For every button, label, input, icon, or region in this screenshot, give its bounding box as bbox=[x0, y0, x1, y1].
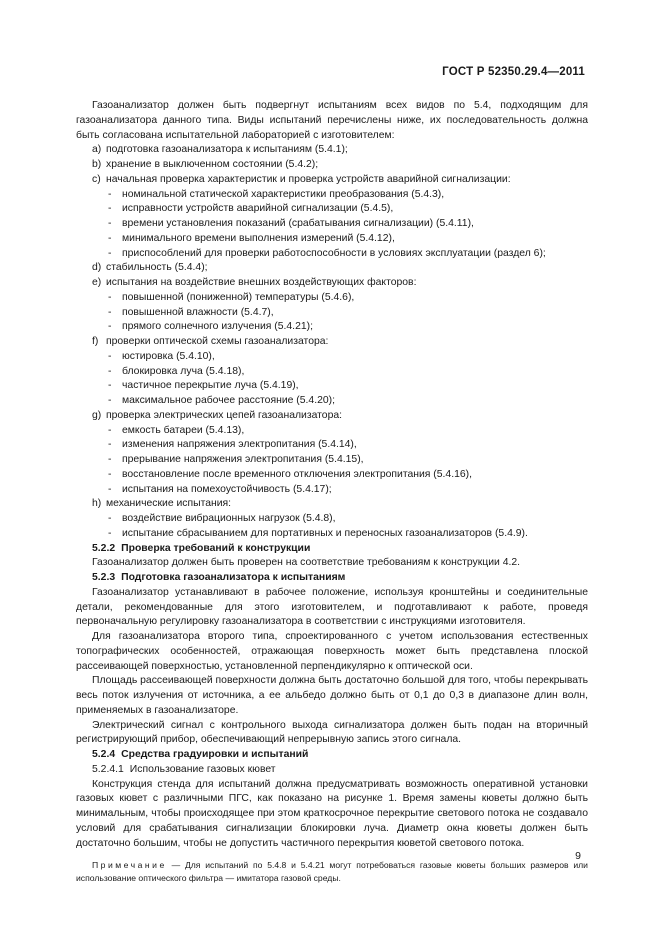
section-heading-5-2-3 bbox=[76, 571, 588, 586]
note bbox=[76, 859, 588, 884]
list-item-text: подготовка газоанализатора к испытаниям (5.4.1); bbox=[106, 144, 348, 156]
list-item-text: стабильность (5.4.4); bbox=[106, 262, 208, 274]
note-label: Примечание bbox=[92, 860, 167, 871]
sub-list-item bbox=[76, 188, 588, 203]
section-number: 5.2.4 bbox=[92, 749, 116, 760]
sub-list-item-text: минимального времени выполнения измерений (5.4.12), bbox=[122, 232, 395, 244]
list-item-label: e) bbox=[92, 277, 102, 288]
list-item-label: c) bbox=[92, 173, 101, 185]
sub-list-item-text: емкость батареи (5.4.13), bbox=[122, 424, 245, 436]
list-item-text: начальная проверка характеристик и проверка устройств аварийной сигнализации: bbox=[106, 173, 511, 185]
sub-list-item bbox=[76, 424, 588, 439]
section-heading-5-2-4 bbox=[76, 748, 588, 763]
sub-list-item bbox=[76, 320, 588, 335]
sub-list-item-text: испытания на помехоустойчивость (5.4.17); bbox=[122, 483, 332, 495]
sub-list-item-text: воздействие вибрационных нагрузок (5.4.8), bbox=[122, 513, 336, 524]
section-title: Проверка требований к конструкции bbox=[121, 542, 311, 554]
list-item bbox=[76, 173, 588, 188]
list-item-label: b) bbox=[92, 159, 102, 170]
sub-list-item bbox=[76, 438, 588, 453]
page-content bbox=[76, 99, 588, 884]
paragraph: Электрический сигнал с контрольного выхода сигнализатора должен быть подан на вторичный регистрирующий прибор, обеспечивающий непрерывную запись этого сигнала. bbox=[76, 719, 588, 746]
dash-marker: - bbox=[108, 424, 112, 436]
test-list bbox=[76, 143, 588, 541]
list-item bbox=[76, 143, 588, 158]
paragraph: Конструкция стенда для испытаний должна предусматривать возможность оперативной установки газовых кювет с различными ПГС, как показано на рисунке 1. Время замены кюветы должно быть минимальным, чтобы происходящее при этом краткосрочное перекрытие светового потока не создавало условий для срабатывания сигнализации блокировки луча. Диаметр окна кюветы должен быть достаточно большим, чтобы не допустить частичного перекрытия кюветой светового потока. bbox=[76, 778, 588, 849]
sub-list-item bbox=[76, 306, 588, 321]
document-code-header: ГОСТ Р 52350.29.4—2011 bbox=[442, 66, 585, 78]
dash-marker: - bbox=[108, 527, 112, 539]
dash-marker: - bbox=[108, 306, 112, 318]
sub-list-item-text: приспособлений для проверки работоспособности в условиях эксплуатации (раздел 6); bbox=[122, 247, 546, 259]
list-item-text: проверки оптической схемы газоанализатора: bbox=[106, 336, 329, 347]
dash-marker: - bbox=[108, 321, 112, 333]
sub-list-item-text: частичное перекрытие луча (5.4.19), bbox=[122, 380, 299, 392]
sub-list-item-text: повышенной (пониженной) температуры (5.4.6), bbox=[122, 291, 355, 303]
sub-list-item-text: исправности устройств аварийной сигнализации (5.4.5), bbox=[122, 203, 394, 215]
sub-list-item-text: номинальной статической характеристики преобразования (5.4.3), bbox=[122, 188, 445, 200]
section-title: Подготовка газоанализатора к испытаниям bbox=[121, 572, 346, 583]
sub-list-item bbox=[76, 394, 588, 409]
dash-marker: - bbox=[108, 380, 112, 392]
sub-list-item-text: прерывание напряжения электропитания (5.4.15), bbox=[122, 454, 364, 465]
paragraph: Газоанализатор устанавливают в рабочее положение, используя кронштейны и соединительные детали, рекомендованные для этого изготовителем, и подготавливают к работе, проведя первоначальную регулировку газоанализатора в соответствии с инструкциями изготовителя. bbox=[76, 586, 588, 628]
sub-list-item bbox=[76, 291, 588, 306]
dash-marker: - bbox=[108, 454, 112, 465]
list-item-label: d) bbox=[92, 262, 102, 274]
list-item-text: механические испытания: bbox=[106, 498, 232, 510]
list-item-label: g) bbox=[92, 409, 102, 421]
section-title: Средства градуировки и испытаний bbox=[121, 749, 309, 760]
sub-list-item-text: повышенной влажности (5.4.7), bbox=[122, 306, 274, 318]
list-item-label: h) bbox=[92, 498, 102, 510]
sub-list-item bbox=[76, 453, 588, 468]
sub-list-item bbox=[76, 379, 588, 394]
dash-marker: - bbox=[108, 291, 112, 303]
list-item bbox=[76, 276, 588, 291]
section-number: 5.2.2 bbox=[92, 542, 116, 554]
list-item-text: хранение в выключенном состоянии (5.4.2); bbox=[106, 159, 319, 170]
page-number: 9 bbox=[575, 850, 581, 862]
sub-list-item bbox=[76, 232, 588, 247]
dash-marker: - bbox=[108, 350, 112, 362]
intro-paragraph: Газоанализатор должен быть подвергнут испытаниям всех видов по 5.4, подходящим для газоанализатора данного типа. Виды испытаний перечислены ниже, их последовательность должна быть согласована испытательной лабораторией с изготовителем: bbox=[76, 100, 588, 141]
list-item-label: a) bbox=[92, 144, 102, 156]
note-text: — Для испытаний по 5.4.8 и 5.4.21 могут потребоваться газовые кюветы больших размеров или использование оптического фильтра — имитатора газовой среды. bbox=[76, 860, 588, 883]
sub-list-item-text: испытание сбрасыванием для портативных и переносных газоанализаторов (5.4.9). bbox=[122, 527, 528, 539]
dash-marker: - bbox=[108, 468, 112, 480]
sub-list-item bbox=[76, 512, 588, 527]
dash-marker: - bbox=[108, 365, 112, 377]
section-number: 5.2.3 bbox=[92, 572, 116, 583]
list-item bbox=[76, 409, 588, 424]
paragraph: Площадь рассеивающей поверхности должна быть достаточно большой для того, чтобы перекрывать весь поток излучения от источника, а ее альбедо должно быть от 0,1 до 0,3 в диапазоне длин волн, применяемых в газоанализаторе. bbox=[76, 675, 588, 716]
dash-marker: - bbox=[108, 513, 112, 524]
dash-marker: - bbox=[108, 247, 112, 259]
subsection-heading-5-2-4-1 bbox=[76, 763, 588, 778]
sub-list-item bbox=[76, 365, 588, 380]
subsection-number: 5.2.4.1 bbox=[92, 763, 124, 775]
dash-marker: - bbox=[108, 483, 112, 495]
list-item-text: испытания на воздействие внешних воздействующих факторов: bbox=[106, 277, 417, 288]
dash-marker: - bbox=[108, 395, 112, 406]
list-item-label: f) bbox=[92, 336, 99, 347]
dash-marker: - bbox=[108, 188, 112, 200]
sub-list-item-text: времени установления показаний (срабатывания сигнализации) (5.4.11), bbox=[122, 218, 474, 229]
sub-list-item bbox=[76, 217, 588, 232]
dash-marker: - bbox=[108, 232, 112, 244]
subsection-title: Использование газовых кювет bbox=[129, 763, 276, 775]
dash-marker: - bbox=[108, 218, 112, 229]
sub-list-item-text: изменения напряжения электропитания (5.4.14), bbox=[122, 439, 357, 451]
sub-list-item-text: юстировка (5.4.10), bbox=[122, 350, 215, 362]
sub-list-item-text: восстановление после временного отключения электропитания (5.4.16), bbox=[122, 468, 472, 480]
sub-list-item bbox=[76, 468, 588, 483]
sub-list-item bbox=[76, 483, 588, 498]
list-item bbox=[76, 261, 588, 276]
sub-list-item-text: максимальное рабочее расстояние (5.4.20); bbox=[122, 395, 335, 406]
list-item-text: проверка электрических цепей газоанализатора: bbox=[106, 409, 343, 421]
list-item bbox=[76, 497, 588, 512]
sub-list-item bbox=[76, 350, 588, 365]
sub-list-item bbox=[76, 247, 588, 262]
paragraph: Для газоанализатора второго типа, спроектированного с учетом использования естественных топографических особенностей, отражающая поверхность может быть представлена плоской рассеивающей поверхностью, установленной перпендикулярно к оптической оси. bbox=[76, 631, 588, 672]
sub-list-item-text: блокировка луча (5.4.18), bbox=[122, 365, 245, 377]
sub-list-item bbox=[76, 527, 588, 542]
list-item bbox=[76, 158, 588, 173]
dash-marker: - bbox=[108, 203, 112, 215]
sub-list-item-text: прямого солнечного излучения (5.4.21); bbox=[122, 321, 313, 333]
paragraph: Газоанализатор должен быть проверен на соответствие требованиям к конструкции 4.2. bbox=[92, 557, 521, 569]
sub-list-item bbox=[76, 202, 588, 217]
section-heading-5-2-2 bbox=[76, 542, 588, 557]
dash-marker: - bbox=[108, 439, 112, 451]
list-item bbox=[76, 335, 588, 350]
